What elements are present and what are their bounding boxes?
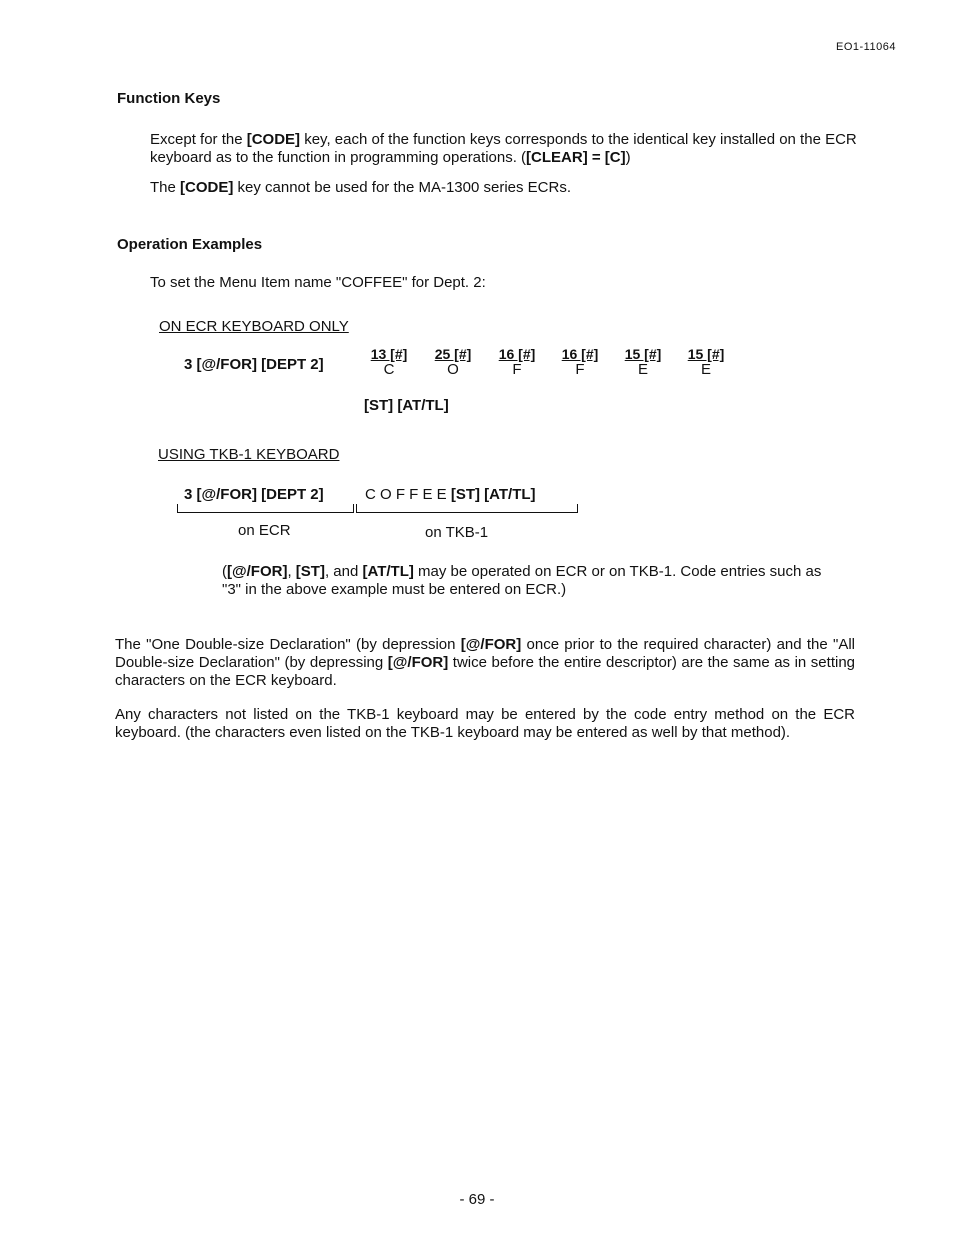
operation-note <box>222 563 842 599</box>
for-key-ref: [@/FOR] <box>227 563 288 580</box>
code-key-ref: [CODE] <box>180 179 234 196</box>
tkb-entry <box>365 486 536 504</box>
operation-examples-heading: Operation Examples <box>117 236 263 253</box>
tkb-ecr-part: 3 [@/FOR] [DEPT 2] <box>184 486 324 503</box>
ecr-only-suffix: [ST] [AT/TL] <box>364 397 449 414</box>
code-entry <box>621 346 665 378</box>
code-number: 15 [#] <box>687 346 725 362</box>
text-run: once prior to the required character) and the "All Double-size Declaration" (by depressing <box>115 636 855 671</box>
code-character: E <box>700 361 711 378</box>
text-run: ( <box>222 563 227 580</box>
text-run: ) <box>625 149 631 166</box>
any-characters-paragraph: Any characters not listed on the TKB-1 keyboard may be entered by the code entry method on the ECR keyboard. (the characters even listed on the TKB-1 keyboard may be entered as well by that method). <box>115 706 855 741</box>
code-number: 25 [#] <box>434 346 472 362</box>
text-run: twice before the entire descriptor) are the same as in setting characters on the ECR keyboard. <box>115 654 856 689</box>
code-character: C <box>383 361 395 378</box>
function-keys-paragraph-2 <box>150 179 862 197</box>
code-character: E <box>637 361 648 378</box>
on-tkb-caption: on TKB-1 <box>425 524 489 541</box>
code-number: 13 [#] <box>370 346 408 362</box>
code-entry <box>431 346 475 378</box>
text-run: The <box>150 179 181 196</box>
code-character: F <box>512 361 522 378</box>
text-run: may be operated on ECR or on TKB-1. Code entries such as "3" in the above example must be entered on ECR.) <box>222 563 822 598</box>
code-number: 15 [#] <box>624 346 662 362</box>
code-entry <box>558 346 602 378</box>
text-run: Except for the <box>150 131 247 148</box>
st-key-ref: [ST] <box>295 563 325 580</box>
tkb-letters: C O F F E E <box>365 486 447 503</box>
document-number: EO1-11064 <box>836 41 896 53</box>
text-run: The "One Double-size Declaration" (by depression <box>115 636 461 653</box>
operation-intro: To set the Menu Item name "COFFEE" for Dept. 2: <box>150 274 486 291</box>
text-run: key cannot be used for the MA-1300 series ECRs. <box>233 179 572 196</box>
page-number: - 69 - <box>459 1191 495 1208</box>
for-key-ref: [@/FOR] <box>387 654 449 671</box>
tkb-bracket <box>356 504 578 513</box>
ecr-only-prefix: 3 [@/FOR] [DEPT 2] <box>184 356 324 373</box>
tkb-label: USING TKB-1 KEYBOARD <box>158 446 340 463</box>
text-run: key, each of the function keys corresponds to the identical key installed on the ECR keyboard as to the function in programming operations. ( <box>150 131 857 166</box>
double-size-paragraph <box>115 636 855 690</box>
for-key-ref: [@/FOR] <box>460 636 522 653</box>
code-number: 16 [#] <box>561 346 599 362</box>
tkb-keys: [ST] [AT/TL] <box>450 486 536 503</box>
code-number: 16 [#] <box>498 346 536 362</box>
code-entry <box>684 346 728 378</box>
code-entry <box>495 346 539 378</box>
ecr-only-label: ON ECR KEYBOARD ONLY <box>159 318 349 335</box>
code-entry <box>367 346 411 378</box>
text-run: , <box>287 563 296 580</box>
function-keys-paragraph-1 <box>150 131 862 167</box>
function-keys-heading: Function Keys <box>117 90 221 107</box>
code-character: O <box>447 361 459 378</box>
code-character: F <box>575 361 585 378</box>
attl-key-ref: [AT/TL] <box>362 563 414 580</box>
on-ecr-caption: on ECR <box>238 522 291 539</box>
code-key-ref: [CODE] <box>246 131 301 148</box>
clear-key-ref: [CLEAR] = [C] <box>526 149 626 166</box>
ecr-bracket <box>177 504 354 513</box>
text-run: , and <box>324 563 363 580</box>
